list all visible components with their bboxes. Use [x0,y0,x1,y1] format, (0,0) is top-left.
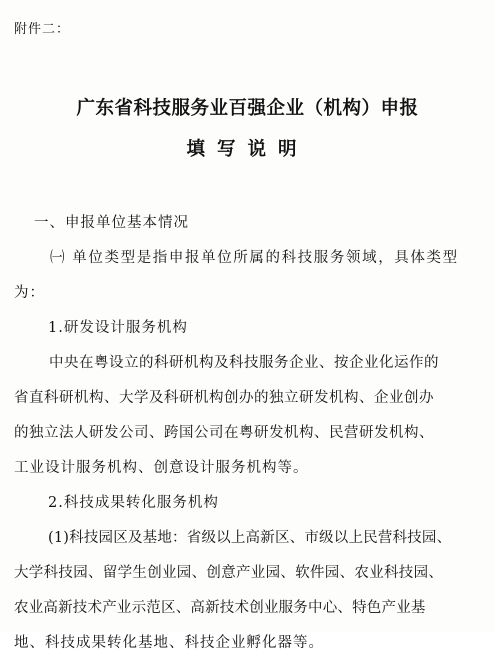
document-subtitle: 填写说明 [186,139,309,160]
document-title: 广东省科技服务业百强企业（机构）申报 [76,98,419,119]
section-heading: 一、申报单位基本情况 [34,215,189,231]
paragraph-line: (1)科技园区及基地：省级以上高新区、市级以上民营科技园、 [48,530,452,546]
paragraph-line: 大学科技园、留学生创业园、创意产业园、软件园、农业科技园、 [14,565,444,581]
item-heading: 1.研发设计服务机构 [48,320,188,336]
item-heading: 2.科技成果转化服务机构 [48,495,219,511]
paragraph-line: 地、科技成果转化基地、科技企业孵化器等。 [14,635,324,651]
paragraph-line: 中央在粤设立的科研机构及科技服务企业、按企业化运作的 [49,355,439,371]
paragraph-line: ㈠ 单位类型是指申报单位所属的科技服务领域，具体类型 [50,250,459,266]
paragraph-line: 为： [14,285,45,301]
attachment-label: 附件二： [14,22,71,37]
paragraph-line: 农业高新技术产业示范区、高新技术创业服务中心、特色产业基 [14,600,426,616]
paragraph-line: 工业设计服务机构、创意设计服务机构等。 [14,460,309,476]
paragraph-line: 的独立法人研发公司、跨国公司在粤研发机构、民营研发机构、 [14,425,434,441]
paragraph-line: 省直科研机构、大学及科研机构创办的独立研发机构、企业创办 [14,390,434,406]
